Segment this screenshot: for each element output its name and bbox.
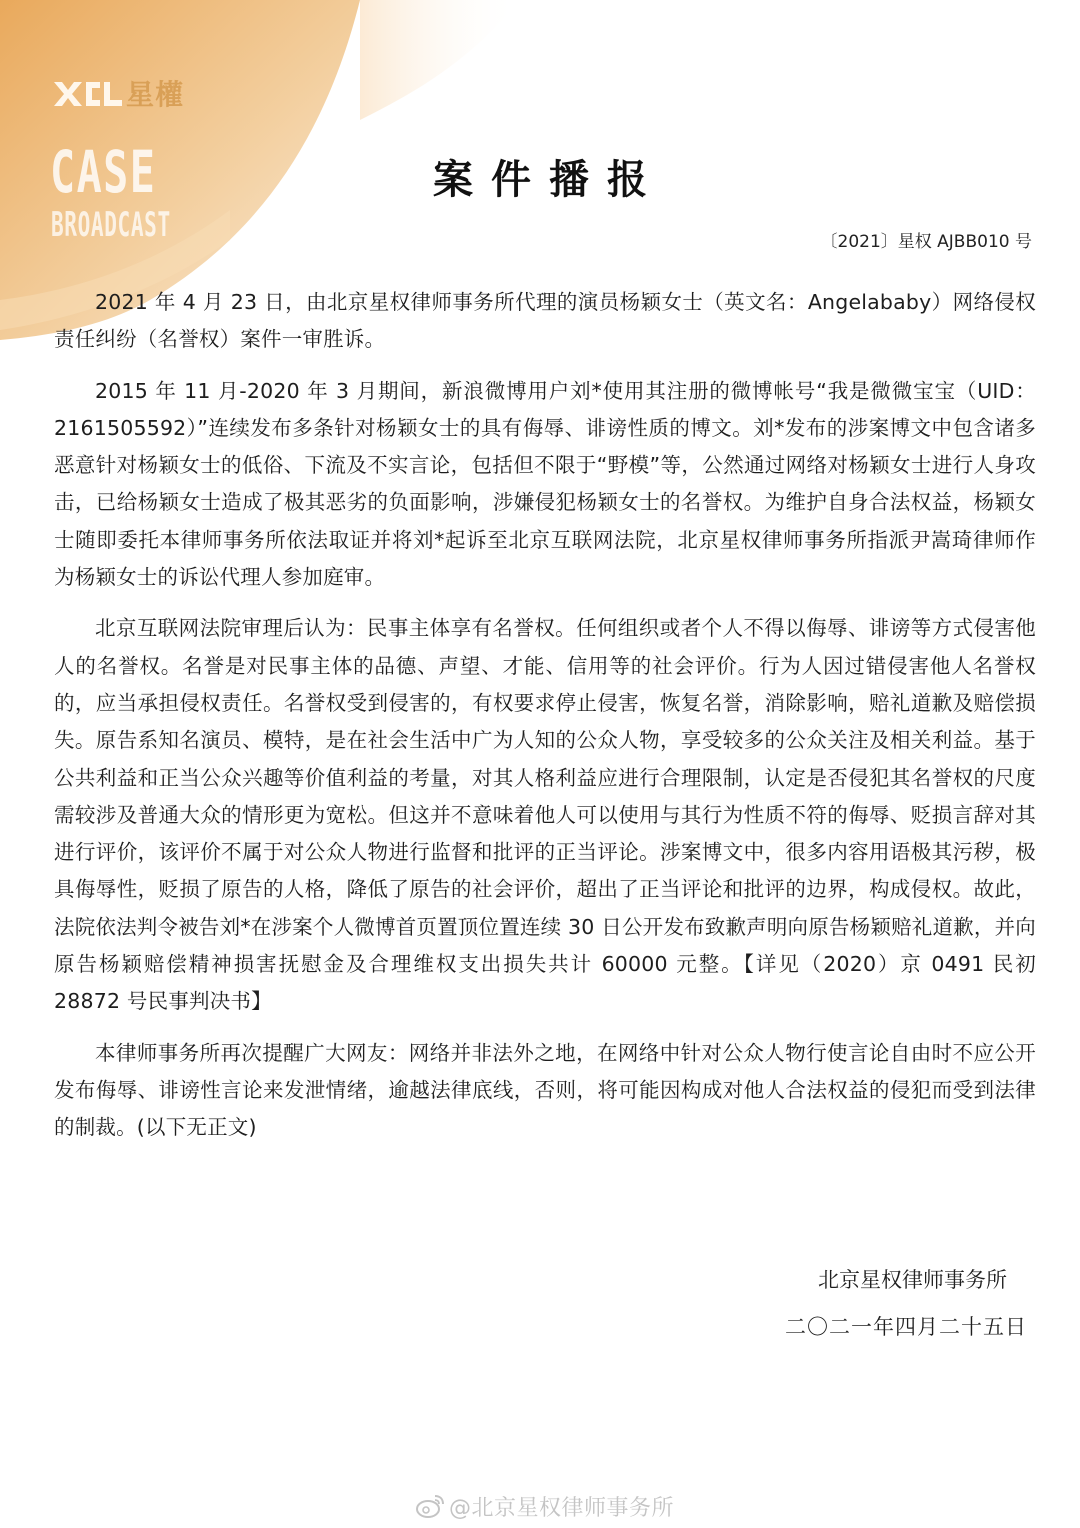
signature-date: 二〇二一年四月二十五日: [785, 1315, 1027, 1339]
paragraph-reminder: 本律师事务所再次提醒广大网友：网络并非法外之地，在网络中针对公众人物行使言论自由时不应公开发布侮辱、诽谤性言论来发泄情绪，逾越法律底线，否则，将可能因构成对他人合法权益的侵犯而受到法律的制裁。(以下无正文): [54, 1040, 1036, 1140]
logo-chinese-text: 星權: [126, 78, 185, 111]
broadcast-decoration-text: BROADCAST: [51, 205, 171, 245]
xcl-logo-icon: [52, 76, 124, 110]
weibo-icon: [415, 1493, 445, 1519]
document-title: 案件播报: [433, 157, 665, 203]
paragraph-intro: 2021 年 4 月 23 日，由北京星权律师事务所代理的演员杨颖女士（英文名：Angelababy）网络侵权责任纠纷（名誉权）案件一审胜诉。: [54, 290, 1036, 352]
case-decoration-text: CASE: [50, 138, 157, 206]
watermark-text: @北京星权律师事务所: [449, 1495, 675, 1521]
signature-organization: 北京星权律师事务所: [818, 1268, 1007, 1292]
document-number: 〔2021〕星权 AJBB010 号: [820, 232, 1032, 252]
xcl-logo: [52, 76, 184, 110]
paragraph-court-ruling: 北京互联网法院审理后认为：民事主体享有名誉权。任何组织或者个人不得以侮辱、诽谤等方式侵害他人的名誉权。名誉是对民事主体的品德、声望、才能、信用等的社会评价。行为人因过错侵害他人名誉权的，应当承担侵权责任。名誉权受到侵害的，有权要求停止侵害，恢复名誉，消除影响，赔礼道歉及赔偿损失。原告系知名演员、模特，是在社会生活中广为人知的公众人物，享受较多的公众关注及相关利益。基于公共利益和正当公众兴趣等价值利益的考量，对其人格利益应进行合理限制，认定是否侵犯其名誉权的尺度需较涉及普通大众的情形更为宽松。但这并不意味着他人可以使用与其行为性质不符的侮辱、贬损言辞对其进行评价，该评价不属于对公众人物进行监督和批评的正当评论。涉案博文中，很多内容用语极其污秽，极具侮辱性，贬损了原告的人格，降低了原告的社会评价，超出了正当评论和批评的边界，构成侵权。故此，法院依法判令被告刘*在涉案个人微博首页置顶位置连续 30 日公开发布致歉声明向原告杨颖赔礼道歉，并向原告杨颖赔偿精神损害抚慰金及合理维权支出损失共计 60000 元整。【详见（2020）京 0491 民初 28872 号民事判决书】: [54, 616, 1036, 1014]
paragraph-background: 2015 年 11 月-2020 年 3 月期间，新浪微博用户刘*使用其注册的微博帐号“我是微微宝宝（UID：2161505592）”连续发布多条针对杨颖女士的具有侮辱、诽谤性质的博文。刘*发布的涉案博文中包含诸多恶意针对杨颖女士的低俗、下流及不实言论，包括但不限于“野模”等，公然通过网络对杨颖女士进行人身攻击，已给杨颖女士造成了极其恶劣的负面影响，涉嫌侵犯杨颖女士的名誉权。为维护自身合法权益，杨颖女士随即委托本律师事务所依法取证并将刘*起诉至北京互联网法院，北京星权律师事务所指派尹嵩琦律师作为杨颖女士的诉讼代理人参加庭审。: [54, 378, 1036, 590]
document-body: [54, 284, 1036, 1161]
weibo-watermark: [415, 1491, 674, 1521]
